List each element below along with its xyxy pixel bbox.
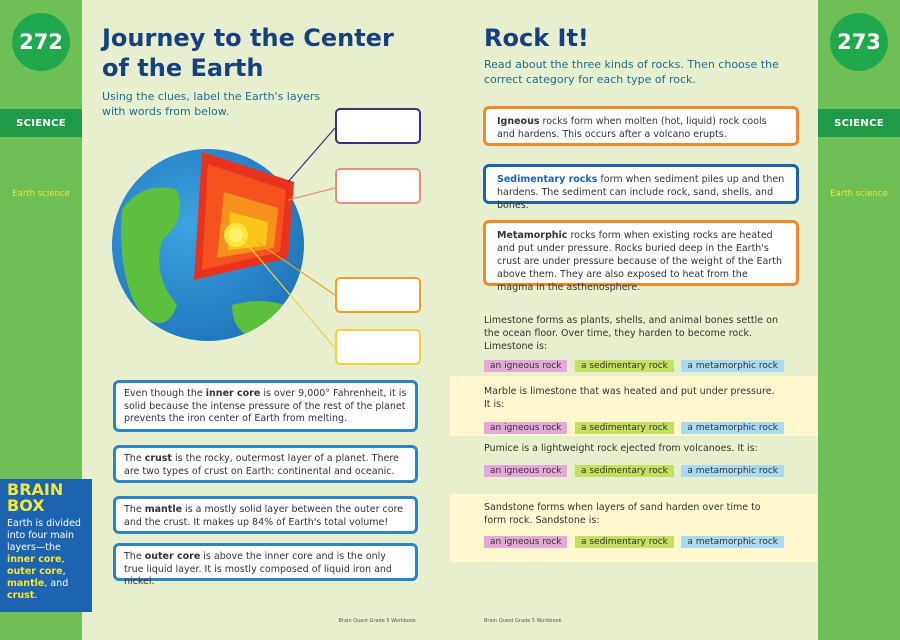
crust-pointer-line: [288, 128, 335, 182]
fact-outer-core: [113, 543, 418, 587]
topic-label-left: Earth science: [12, 189, 70, 199]
question-pumice: [450, 442, 818, 492]
question-limestone: [450, 314, 818, 374]
label-answer-box-1[interactable]: [335, 108, 421, 144]
question-text: Marble is limestone that was heated and put under pressure. It is:: [484, 386, 775, 410]
fact-inner-core: [113, 380, 418, 432]
brain-box: [0, 479, 92, 612]
question-text: Sandstone forms when layers of sand harden over time to form rock. Sandstone is:: [484, 502, 761, 526]
brain-layer-term: outer core: [7, 566, 63, 577]
fact-text: is the rocky, outermost layer of a planet. There are two types of crust on Earth: continental and oceanic.: [124, 453, 399, 477]
instructions-line-2: correct category for each type of rock.: [484, 73, 696, 86]
right-margin-strip: [818, 0, 900, 640]
subject-label-right: SCIENCE: [818, 109, 900, 137]
option-sedimentary[interactable]: a sedimentary rock: [575, 465, 674, 477]
instructions-line-2: with words from below.: [102, 105, 230, 118]
brain-layer-term: mantle: [7, 578, 45, 589]
option-sedimentary[interactable]: a sedimentary rock: [575, 422, 674, 434]
fact-term: crust: [144, 453, 172, 464]
page-title-right: Rock It!: [484, 24, 589, 52]
option-igneous[interactable]: an igneous rock: [484, 360, 567, 372]
brain-layer-term: inner core: [7, 554, 62, 565]
definition-text: form when sediment piles up and then hardens. The sediment can include rock, sand, shells, and bones.: [497, 174, 785, 211]
option-sedimentary[interactable]: a sedimentary rock: [575, 536, 674, 548]
option-igneous[interactable]: an igneous rock: [484, 465, 567, 477]
fact-term: mantle: [144, 504, 183, 515]
option-metamorphic[interactable]: a metamorphic rock: [681, 465, 784, 477]
fact-text: is over 9,000° Fahrenheit, it is solid because the intense pressure of the rest of the planet prevents the iron center of Earth from melting.: [124, 388, 407, 424]
option-metamorphic[interactable]: a metamorphic rock: [681, 536, 784, 548]
definition-sedimentary: [483, 164, 799, 211]
brain-layer-term: crust: [7, 590, 35, 601]
footer-left: Brain Quest Grade 5 Workbook: [338, 618, 416, 624]
fact-text: Even though the: [124, 388, 206, 399]
option-sedimentary[interactable]: a sedimentary rock: [575, 360, 674, 372]
definition-term: Sedimentary rocks: [497, 174, 598, 185]
option-metamorphic[interactable]: a metamorphic rock: [681, 360, 784, 372]
mantle-pointer-line: [288, 188, 335, 200]
question-marble: [450, 376, 818, 436]
fact-text: is a mostly solid layer between the outer core and the crust. It makes up 84% of Earth's total volume!: [124, 504, 404, 528]
page-number-left: 272: [12, 13, 70, 71]
fact-text: The: [124, 504, 145, 515]
brain-text-part: ,: [61, 554, 65, 565]
brain-text-part: .: [34, 590, 38, 601]
title-line-2: of the Earth: [102, 54, 264, 82]
page-number-right: 273: [830, 13, 888, 71]
definition-igneous: [483, 106, 799, 146]
option-igneous[interactable]: an igneous rock: [484, 536, 567, 548]
definition-term: Igneous: [497, 116, 540, 127]
question-text: Limestone forms as plants, shells, and animal bones settle on the ocean floor. Over time, they harden to become rock. Limestone is:: [484, 315, 778, 352]
fact-crust: [113, 445, 418, 483]
brain-text-part: Earth is divided into four main layers—the: [7, 518, 81, 553]
definition-text: rocks form when existing rocks are heated and put under pressure. Rocks buried deep in the Earth's crust are under pressure because of the weight of the Earth above them. They are also exposed to heat from the magma in the asthenosphere.: [497, 230, 782, 293]
title-line-1: Journey to the Center: [102, 24, 394, 52]
brain-box-text: [7, 518, 85, 602]
fact-text: is above the inner core and is the only true liquid layer. It is mostly composed of liquid iron and nickel.: [124, 551, 392, 587]
label-answer-box-4[interactable]: [335, 329, 421, 365]
footer-right: Brain Quest Grade 5 Workbook: [484, 618, 562, 624]
topic-label-right: Earth science: [830, 189, 888, 199]
fact-mantle: [113, 496, 418, 534]
definition-metamorphic: [483, 220, 799, 293]
instructions-right: [484, 57, 779, 87]
brain-text-part: ,: [62, 566, 66, 577]
answer-options: [484, 360, 784, 372]
option-igneous[interactable]: an igneous rock: [484, 422, 567, 434]
brain-box-title: [7, 482, 85, 514]
question-text: Pumice is a lightweight rock ejected from volcanoes. It is:: [484, 443, 758, 454]
instructions-line-1: Using the clues, label the Earth's layers: [102, 90, 321, 103]
page-title-left: [102, 23, 394, 83]
answer-options: [484, 422, 784, 434]
subject-label-left: SCIENCE: [0, 109, 82, 137]
definition-term: Metamorphic: [497, 230, 568, 241]
fact-term: inner core: [205, 388, 261, 399]
label-answer-box-2[interactable]: [335, 168, 421, 204]
brain-box-title-line-2: BOX: [7, 496, 45, 515]
left-page: [82, 0, 450, 640]
instructions-line-1: Read about the three kinds of rocks. Then choose the: [484, 58, 779, 71]
question-sandstone: [450, 494, 818, 562]
answer-options: [484, 465, 784, 477]
option-metamorphic[interactable]: a metamorphic rock: [681, 422, 784, 434]
fact-term: outer core: [144, 551, 201, 562]
right-page: [450, 0, 818, 640]
brain-text-part: , and: [44, 578, 69, 589]
label-answer-box-3[interactable]: [335, 277, 421, 313]
answer-options: [484, 536, 784, 548]
brain-box-title-line-1: BRAIN: [7, 480, 64, 499]
definition-text: rocks form when molten (hot, liquid) rock cools and hardens. This occurs after a volcano erupts.: [497, 116, 767, 140]
fact-text: The: [124, 453, 145, 464]
fact-text: The: [124, 551, 145, 562]
